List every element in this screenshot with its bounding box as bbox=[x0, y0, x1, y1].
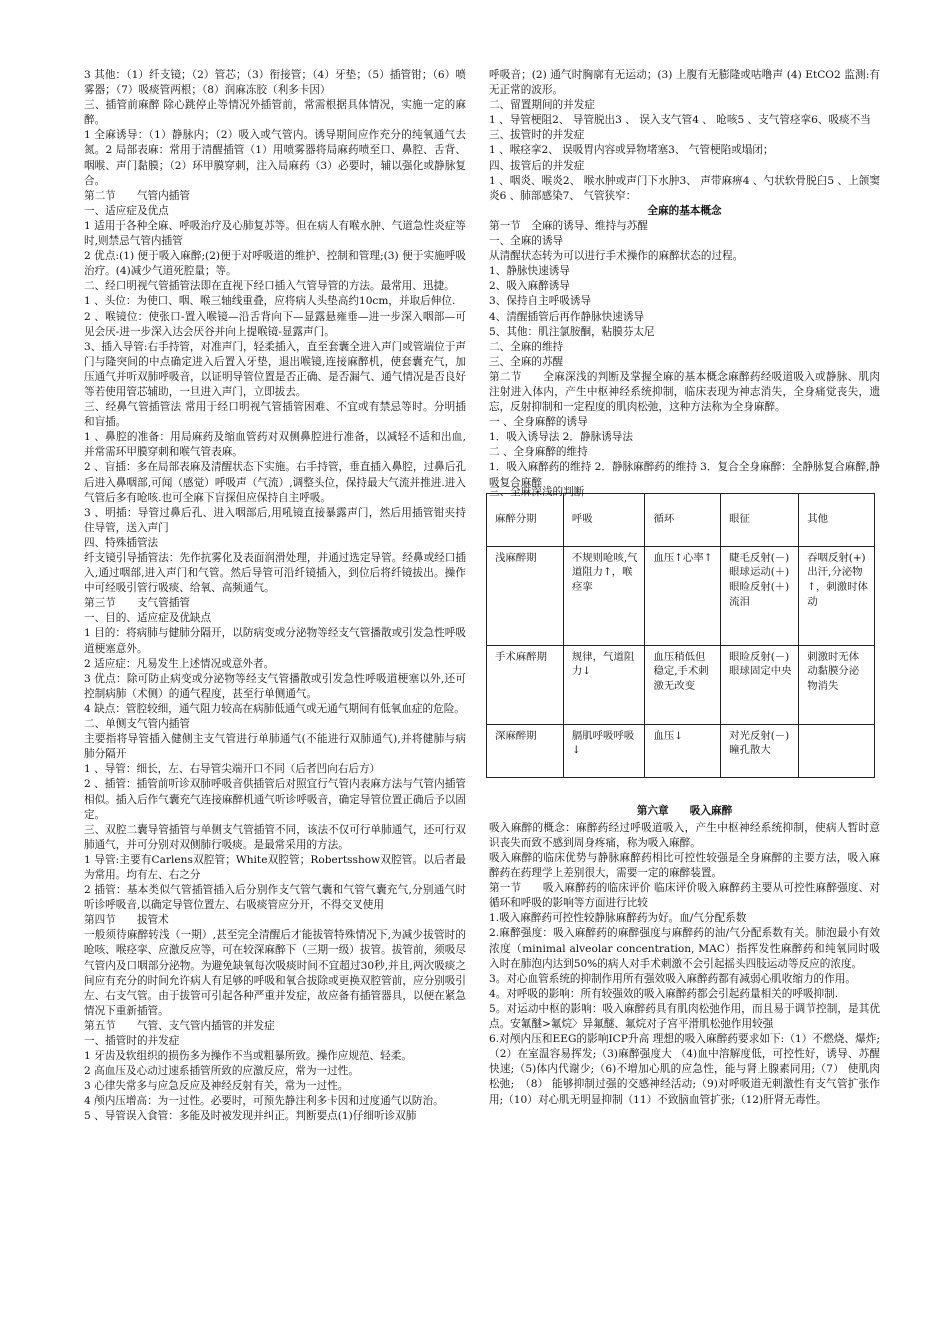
paragraph: 5。对运动中枢的影响：吸入麻醉药具有肌肉松弛作用，而且易于调节控制，是其优点。安氟醚>氟烷〉异氟醚、氟烷对子宫平滑肌松弛作用较强 bbox=[489, 1002, 880, 1031]
paragraph: 三、双腔二囊导管插管与单侧支气管插管不同，该法不仅可行单肺通气，还可行双肺通气，并可分别对双侧肺行吸痰。是最常采用的方法。 bbox=[84, 823, 466, 851]
paragraph: 纤支镜引导插管法：先作抗雾化及表面润滑处理，并通过选定导管。经鼻或经口插入,通过咽部,进入声门和气管。然后导管可沿纤镜插入，到位后将纤镜拔出。操作中可经吸引管行吸痰、给氧、高频通气。 bbox=[84, 552, 466, 595]
anesthesia-depth-table bbox=[486, 493, 875, 778]
subsection-heading: 一、插管时的并发症 bbox=[84, 1035, 180, 1047]
table-cell: 手术麻醉期 bbox=[487, 645, 564, 724]
section-heading: 第二节 全麻深浅的判断及掌握全麻的基本概念麻醉药经吸道吸入或静脉、肌肉注射进入体内，产生中枢神经系统抑制，临床表现为神志消失，全身痛觉丧失，遗忘，反射抑制和一定程度的肌肉松弛，这种方法称为全身麻醉。 bbox=[489, 370, 880, 414]
list-item: 1、静脉快速诱导 bbox=[489, 265, 570, 278]
paragraph: 2 适应症：凡易发生上述情况或意外者。 bbox=[84, 657, 275, 670]
paragraph: 3 心律失常多与应急反应及神经反射有关，常为一过性。 bbox=[84, 1080, 349, 1093]
table-cell: 刺激时无体动黏膜分泌物消失 bbox=[799, 645, 875, 724]
section-heading: 第四节 拔管术 bbox=[84, 914, 169, 927]
subsection-heading: 一 、全身麻醉的诱导 bbox=[489, 416, 588, 429]
table-cell: 吞咽反射(+)出汗,分泌物↑，刺激时体动 bbox=[799, 546, 875, 645]
paragraph: 4 缺点：管腔较细，通气阻力较高在病肺低通气或无通气期间有低氧血症的危险。 bbox=[84, 702, 465, 715]
list-item: 3、保持自主呼吸诱导 bbox=[489, 295, 592, 308]
section-heading: 第五节 气管、支气管内插管的并发症 bbox=[84, 1019, 275, 1032]
list-item: 2、吸入麻醉诱导 bbox=[489, 280, 570, 293]
paragraph: 1．吸入诱导法 2．静脉诱导法 bbox=[489, 431, 633, 444]
paragraph: 1 、喉痉挛2、 误吸胃内容或异物堵塞3、 气管梗陷或塌闭； bbox=[489, 144, 774, 157]
paragraph: 1 全麻诱导：（1）静脉内；（2）吸入或气管内。诱导期间应作充分的纯氧通气去氮。2 局部表麻：常用于清醒插管（1）用喷雾器将局麻药喷至口、鼻腔、舌背、咽喉、声门黏膜；（2）环甲膜穿刺，注入局麻药（3）必要时，辅以强化或静脉复合。 bbox=[84, 129, 466, 187]
table-cell: 眼睑反射(－)眼球固定中央 bbox=[721, 645, 799, 724]
paragraph: 从清醒状态转为可以进行手术操作的麻醉状态的过程。 bbox=[489, 250, 744, 263]
paragraph: 1 适用于各种全麻、呼吸治疗及心肺复苏等。但在病人有喉水肿、气道急性炎症等时,则禁忌气管内插管 bbox=[84, 219, 466, 248]
subsection-heading: 一、全麻的诱导 bbox=[489, 235, 564, 248]
paragraph: 呼吸音；(2) 通气时胸廓有无运动；(3) 上腹有无膨隆或咕噜声 (4) EtCO2 监测:有无正常的波形。 bbox=[489, 69, 880, 97]
table-row bbox=[487, 645, 875, 724]
paragraph: 1 导管:主要有Carlens双腔管；White双腔管；Robertsshow双腔管。以后者最为常用。均有左、右之分 bbox=[84, 853, 466, 881]
table-cell: 睫毛反射(－)眼球运动(＋)眼睑反射(＋)流泪 bbox=[721, 546, 799, 645]
paragraph: 2 、盲插：多在局部表麻及清醒状态下实施。右手持管，垂直插入鼻腔，过鼻后孔后进入鼻咽部,可闻（感觉）呼吸声（气流）,调整头位，保持最大气流并推进.进入气管后多有呛咳.也可全麻下盲探但应保持自主呼吸。 bbox=[84, 461, 466, 504]
subsection-heading: 四、拔管后的并发症 bbox=[489, 159, 585, 172]
paragraph: 3 其他：（1）纤支镜；（2）管芯；（3）衔接管；（4）牙垫；（5）插管钳；（6）喷雾器；（7）吸痰管两根；（8）润麻冻胶（利多卡因） bbox=[84, 69, 466, 97]
paragraph: 1．吸入麻醉药的维持 2．静脉麻醉药的维持 3．复合全身麻醉：全静脉复合麻醉,静吸复合麻醉 bbox=[489, 461, 880, 489]
section-heading: 第二节 气管内插管 bbox=[84, 189, 190, 202]
paragraph: 3、插入导管:右手持管，对准声门，轻柔插入，直至套囊全进入声门或管端位于声门与隆突间的中点确定进入后置入牙垫，退出喉镜,连接麻醉机，使套囊充气，加压通气并听双肺呼吸音，以证明导管位置是否正确、是否漏气、通气情况是否良好等若使用管芯辅助，一旦进入声门，立即拔去。 bbox=[84, 340, 466, 398]
subsection-heading: 三、全麻的苏醒 bbox=[489, 355, 564, 368]
section-heading: 第一节 全麻的诱导、维持与苏醒 bbox=[489, 219, 648, 232]
paragraph: 吸入麻醉的临床优势与静脉麻醉药相比可控性较强是全身麻醉的主要方法，吸入麻醉药在药理学上差别很大，需要一定的麻醉装置。 bbox=[489, 852, 880, 880]
subsection-heading: 三、拔管时的并发症 bbox=[489, 129, 585, 142]
table-cell: 血压↑心率↑ bbox=[645, 546, 721, 645]
paragraph: 6.对颅内压和EEG的影响ICP升高 理想的吸入麻醉药要求如下:（1）不燃烧、爆炸;（2）在室温容易挥发;（3)麻醉强度大 （4)血中溶解度低，可控性好，诱导、苏醒快速;（5)体内代谢少;（6)不增加心肌的应急性，能与肾上腺素同用;（7） 使肌肉松弛; （8） 能够抑制过强的交感神经活动;（9)对呼吸道无刺激性有支气管扩张作用;（10）对心肌无明显抑制（11）不致脑血管扩张;（12)肝肾无毒性。 bbox=[489, 1033, 880, 1106]
paragraph: 1 、咽炎、喉炎2、 喉水肿或声门下水肿3、 声带麻痹4 、勺状软骨脱臼5 、上颌窦炎6 、肺部感染7、 气管狭窄： bbox=[489, 174, 880, 202]
table-header-cell: 其他 bbox=[799, 493, 875, 546]
paragraph: 1 、导管：细长，左、右导管尖端开口不同（后者凹向右后方） bbox=[84, 763, 381, 776]
table-cell: 膈肌呼吸呼吸↓ bbox=[563, 724, 645, 777]
subsection-heading: 一、适应症及优点 bbox=[84, 204, 169, 217]
paragraph: 1.吸入麻醉药可控性较静脉麻醉药为好。血/气分配系数 bbox=[489, 912, 747, 925]
section-heading: 第三节 支气管插管 bbox=[84, 597, 190, 610]
table-header-row bbox=[487, 493, 875, 546]
paragraph: 4。对呼吸的影响：所有较强效的吸入麻醉药都会引起药量相关的呼吸抑制. bbox=[489, 987, 839, 1000]
paragraph: 三、经鼻气管插管法 常用于经口明视气管插管困难、不宜或有禁忌等时。分明插和盲插。 bbox=[84, 401, 466, 429]
table-cell: 对光反射(－)瞳孔散大 bbox=[721, 724, 799, 777]
paragraph: 二、经口明视气管插管法即在直视下经口插入气管导管的方法。最常用、迅捷。 bbox=[84, 280, 455, 293]
subsection-heading: 二、留置期间的并发症 bbox=[489, 99, 595, 112]
paragraph: 4 颅内压增高：为一过性。必要时，可预先静注利多卡因和过度通气以防治。 bbox=[84, 1095, 444, 1108]
paragraph: 1 、导管梗阻2、 导管脱出3 、 误入支气管4 、 呛咳5 、支气管痉挛6、吸痰不当 bbox=[489, 114, 871, 127]
table-cell: 规律，气道阻力↓ bbox=[563, 645, 645, 724]
paragraph: 2 优点:(1) 便于吸入麻醉;(2)便于对呼吸道的维护、控制和管理;(3) 便于实施呼吸治疗。(4)减少气道死腔量；等。 bbox=[84, 250, 466, 278]
paragraph: 2.麻醉强度：吸入麻醉药的麻醉强度与麻醉药的油/气分配系数有关。肺泡最小有效浓度（minimal alveolar concentration, MAC）指挥发性麻醉药和纯氧同时吸入时在肺泡内达到50%的病人对手术刺激不会引起摇头四肢运动等反应的浓度。 bbox=[489, 927, 880, 970]
subsection-heading: 二、单侧支气管内插管 bbox=[84, 718, 190, 731]
section-heading: 第一节 吸入麻醉药的临床评价 临床评价吸入麻醉药主要从可控性麻醉强度、对循环和呼吸的影响等方面进行比较 bbox=[489, 882, 880, 910]
paragraph: 5 、导管误入食管：多能及时被发现并纠正。判断要点(1)仔细听诊双肺 bbox=[84, 1110, 417, 1123]
paragraph: 1 、鼻腔的准备：用局麻药及缩血管药对双侧鼻腔进行准备，以减轻不适和出血,并常需环甲膜穿刺和喉气管表麻。 bbox=[84, 431, 466, 459]
table-cell bbox=[799, 724, 875, 777]
paragraph: 3 、明插：导管过鼻后孔、进入咽部后,用吼镜直接暴露声门，然后用插管钳夹持住导管，送入声门 bbox=[84, 506, 466, 534]
paragraph: 1 目的：将病肺与健肺分隔开，以防病变或分泌物等经支气管播散或引发急性呼吸道梗塞意外。 bbox=[84, 627, 466, 655]
subsection-heading: 一、目的、适应症及优缺点 bbox=[84, 612, 212, 625]
table-cell: 深麻醉期 bbox=[487, 724, 564, 777]
subsection-heading: 四、特殊插管法 bbox=[84, 536, 159, 549]
subsection-heading: 二 、全身麻醉的维持 bbox=[489, 446, 588, 459]
paragraph: 三、插管前麻醉 除心跳停止等情况外插管前，常需根据具体情况，实施一定的麻醉。 bbox=[84, 99, 466, 127]
paragraph: 一般须待麻醉转浅（一期）,甚至完全清醒后才能拔管特殊情况下,为减少拔管时的呛咳、喉痉挛、应激反应等，可在较深麻醉下（三期一级）拔管。拔管前，须吸尽气管内及口咽部分泌物。为避免缺氧每次吸痰时间不宜超过30秒,并且,两次吸痰之间应有充分的时间允许病人有足够的呼吸和氧合拔除或更换双腔管前，应分别吸引左、右支气管。由于拔管可引起各种严重并发症，故应备有插管器具，以便在紧急情况下重新插管。 bbox=[84, 929, 466, 1017]
right-column bbox=[489, 68, 880, 1108]
paragraph: 3 优点：除可防止病变或分泌物等经支气管播散或引发急性呼吸道梗塞以外,还可控制病肺（术侧）的通气程度，甚至行单侧通气。 bbox=[84, 672, 466, 700]
paragraph: 主要指将导管插入健侧主支气管进行单肺通气(不能进行双肺通气),并将健肺与病肺分隔开 bbox=[84, 733, 466, 761]
table-header-cell: 呼吸 bbox=[563, 493, 645, 546]
chapter-title: 全麻的基本概念 bbox=[647, 204, 722, 217]
table-cell: 血压↓ bbox=[645, 724, 721, 777]
paragraph: 2 插管：基本类似气管插管插入后分别作支气管气囊和气管气囊充气,分别通气时听诊呼吸音,以确定导管位置左、右吸痰管应分开，不得交叉使用 bbox=[84, 884, 466, 912]
table-cell: 浅麻醉期 bbox=[487, 546, 564, 645]
left-column bbox=[84, 68, 466, 1125]
paragraph: 吸入麻醉的概念：麻醉药经过呼吸道吸入，产生中枢神经系统抑制，使病人暂时意识丧失而致不感到周身疼痛，称为吸入麻醉。 bbox=[489, 821, 880, 849]
paragraph: 2 、喉镜位：使张口-置入喉镜—沿舌背向下—显露悬雍垂—进一步深入咽部—可见会厌-进一步深入达会厌谷并向上提喉镜-显露声门。 bbox=[84, 310, 466, 338]
paragraph: 3。对心血管系统的抑制作用所有强效吸入麻醉药都有减弱心肌收缩力的作用。 bbox=[489, 972, 856, 985]
list-item: 4、清醒插管后再作静脉快速诱导 bbox=[489, 310, 645, 323]
table-header-cell: 循环 bbox=[645, 493, 721, 546]
paragraph: 1 、头位：为使口、咽、喉三轴线重叠，应将病人头垫高约10cm，并取后伸位. bbox=[84, 295, 456, 308]
table-row bbox=[487, 546, 875, 645]
table-row bbox=[487, 724, 875, 777]
subsection-heading: 二、全麻的维持 bbox=[489, 340, 564, 353]
paragraph: 2 高血压及心动过速系插管所致的应激反应，常为一过性。 bbox=[84, 1065, 359, 1078]
table-header-cell: 麻醉分期 bbox=[487, 493, 564, 546]
table-cell: 不规则呛咳,气道阻力↑，喉痉挛 bbox=[563, 546, 645, 645]
table-header-cell: 眼征 bbox=[721, 493, 799, 546]
table-caption: 三、全麻深浅的判断 bbox=[489, 485, 585, 498]
list-item: 5、其他：肌注氯胺酮，粘膜芬太尼 bbox=[489, 325, 655, 338]
table-cell: 血压稍低但稳定,手术刺激无改变 bbox=[645, 645, 721, 724]
paragraph: 2 、插管：插管前听诊双肺呼吸音供插管后对照宜行气管内表麻方法与气管内插管相似。插入后作气囊充气连接麻醉机通气听诊呼吸音，确定导管位置正确后予以固定。 bbox=[84, 778, 466, 821]
paragraph: 1 牙齿及软组织的损伤多为操作不当或粗暴所致。操作应规范、轻柔。 bbox=[84, 1050, 412, 1063]
chapter-title: 第六章 吸入麻醉 bbox=[636, 804, 733, 817]
